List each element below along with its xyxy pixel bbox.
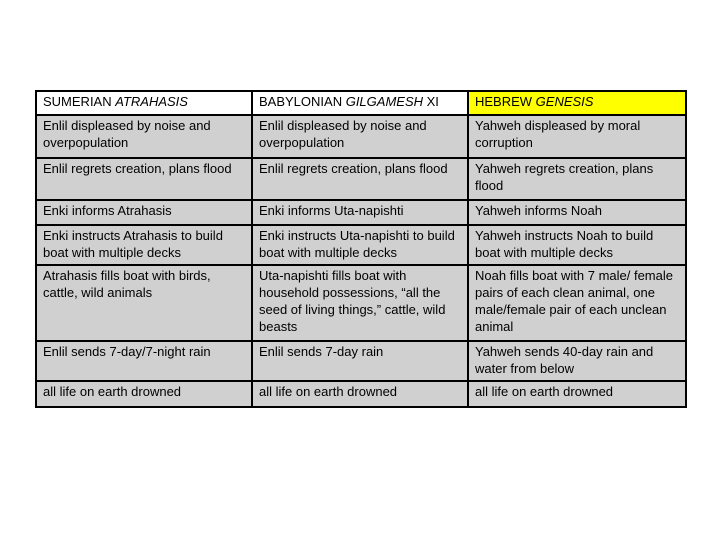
header-hebrew [468, 91, 686, 115]
table-row [36, 115, 686, 158]
table-cell: Enlil displeased by noise and overpopulation [252, 115, 468, 158]
table-row [36, 265, 686, 341]
header-row [36, 91, 686, 115]
table-row [36, 225, 686, 265]
table-cell: all life on earth drowned [36, 381, 252, 407]
table-cell: Enlil sends 7-day rain [252, 341, 468, 381]
table-row [36, 200, 686, 225]
table-row [36, 381, 686, 407]
header-babylonian [252, 91, 468, 115]
table-cell: all life on earth drowned [252, 381, 468, 407]
header-babylonian-title: GILGAMESH [345, 94, 423, 109]
table-cell: Enki instructs Uta-napishti to build boat with multiple decks [252, 225, 468, 265]
table-cell: Noah fills boat with 7 male/ female pairs of each clean animal, one male/female pair of each unclean animal [468, 265, 686, 341]
table-cell: Yahweh instructs Noah to build boat with multiple decks [468, 225, 686, 265]
header-hebrew-title: GENESIS [535, 94, 594, 109]
table-cell: Yahweh displeased by moral corruption [468, 115, 686, 158]
table-cell: Enlil regrets creation, plans flood [252, 158, 468, 200]
header-sumerian-title: ATRAHASIS [115, 94, 188, 109]
header-sumerian [36, 91, 252, 115]
header-babylonian-prefix: BABYLONIAN [259, 94, 346, 109]
table-row [36, 341, 686, 381]
table-cell: Enki informs Uta-napishti [252, 200, 468, 225]
flood-comparison-table [35, 90, 687, 408]
table-cell: Yahweh regrets creation, plans flood [468, 158, 686, 200]
table-cell: Enlil displeased by noise and overpopulation [36, 115, 252, 158]
header-sumerian-prefix: SUMERIAN [43, 94, 116, 109]
table-cell: Yahweh informs Noah [468, 200, 686, 225]
table-row [36, 158, 686, 200]
table-cell: Atrahasis fills boat with birds, cattle, wild animals [36, 265, 252, 341]
table-cell: Enki instructs Atrahasis to build boat with multiple decks [36, 225, 252, 265]
header-babylonian-suffix: XI [423, 94, 439, 109]
table-cell: Uta-napishti fills boat with household possessions, “all the seed of living things,” cattle, wild beasts [252, 265, 468, 341]
table-cell: Enlil sends 7-day/7-night rain [36, 341, 252, 381]
table-cell: Enlil regrets creation, plans flood [36, 158, 252, 200]
table-cell: Enki informs Atrahasis [36, 200, 252, 225]
header-hebrew-prefix: HEBREW [475, 94, 536, 109]
table-cell: all life on earth drowned [468, 381, 686, 407]
table-cell: Yahweh sends 40-day rain and water from below [468, 341, 686, 381]
